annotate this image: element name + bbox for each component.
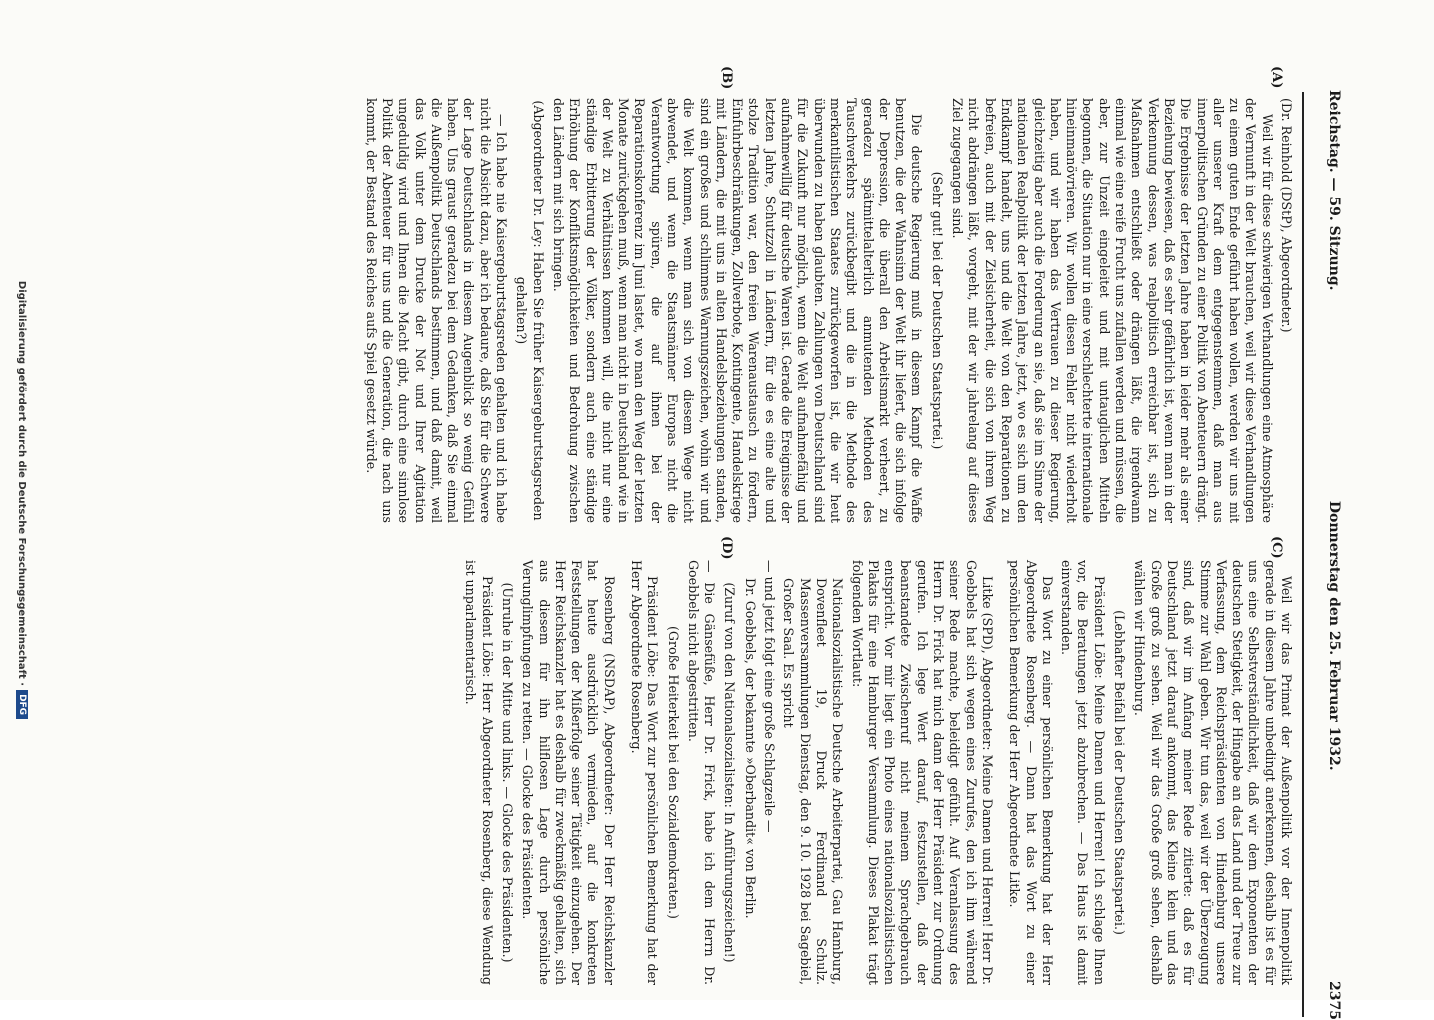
interjection: (Zuruf von den Nationalsozialisten: In Anführungszeichen!) xyxy=(722,582,738,963)
digitization-credit xyxy=(8,0,36,1000)
paragraph: Weil wir für diese schwierigen Verhandlungen eine Atmosphäre der Vernunft in der Welt brauchen, weil wir diese Verhandlungen zu einem guten Ende geführt haben wollen, werden wir uns mit aller unserer Kraft dem entgegenstemmen, daß man aus innerpolitischen Gründen zu einer Politik von Abenteuern drängt. Die Ergebnisse der letzten Jahre haben in leider mehr als einer Beziehung bewiesen, daß es sehr gefährlich ist, wenn man in der Verkennung dessen, was realpolitisch erreichbar ist, sich zu Maßnahmen entschließt oder drängen läßt, die irgendwann einmal wie eine reife Frucht uns zufallen werden und müssen, die aber, zur Unzeit eingeleitet und mit untauglichen Mitteln begonnen, die Situation nur in eine verschlechterte internationale hineinmanövrieren. Wir wollen diesen Fehler nicht wiederholt haben, und wir haben das Vertrauen zu dieser Regierung, gleichzeitig aber auch die Forderung an sie, daß sie im Sinne der nationalen Realpolitik der letzten Jahre, jetzt, wo es sich um den Endkampf handelt, uns und die Welt von den Reparationen zu befreien, auch mit der Zielsicherheit, die sich von ihrem Weg nicht abdrängen läßt, vorgeht, mit der wir jahrelang auf dieses Ziel zugegangen sind. xyxy=(950,98,1275,523)
interjection: (Abgeordneter Dr. Ley: Haben Sie früher Kaisergeburtstagsreden gehalten?) xyxy=(514,100,546,521)
page-header xyxy=(1314,90,1354,1020)
header-left: Reichstag. — 59. Sitzung. xyxy=(1326,90,1342,291)
interjection: (Lebhafter Beifall bei der Deutschen Staatspartei.) xyxy=(1112,610,1128,935)
margin-marker-c: (C) xyxy=(1269,536,1284,559)
quoted-text: Nationalsozialistische Deutsche Arbeiterpartei, Gau Hamburg, Dovenfleet 19, Druck Ferdinand Schulz. Massenversammlungen Dienstag, den 9. 10. 1928 bei Sagebiel, Großer Saal. Es spricht xyxy=(781,578,846,985)
header-rule xyxy=(1302,92,1304,1017)
interjection: (Große Heiterkeit bei den Sozialdemokraten.) xyxy=(665,626,681,919)
interjection: (Unruhe in der Mitte und links. — Glocke des Präsidenten.) xyxy=(499,582,515,963)
interjection: (Sehr gut! bei der Deutschen Staatspartei.) xyxy=(929,171,945,450)
paragraph: — Die Gänsefüße, Herr Dr. Frick, habe ich dem Herrn Dr. Goebbels nicht abgestritten. xyxy=(685,560,718,985)
paragraph: Weil wir das Primat der Außenpolitik vor der Innenpolitik gerade in diesem Jahre unbedingt anerkennen, deshalb ist es für uns eine Selbstverständlichkeit, daß wir dem Exponenten der deutschen Stetigkeit, der Hingabe an das Land und der Treue zur Verfassung, dem Reichspräsidenten von Hindenburg unsere Stimme zur Wahl geben. Wir tun das, weil wir der Überzeugung sind, daß wir im Anfang meiner Rede zitierte: daß es für Deutschland jetzt darauf ankommt, das Kleine klein und das Große groß zu sehen. Weil wir das Große groß sehen, deshalb wählen wir Hindenburg. xyxy=(1132,560,1294,985)
header-date: Donnerstag den 25. Februar 1932. xyxy=(1326,500,1342,771)
paragraph: — und jetzt folgt eine große Schlagzeile — xyxy=(762,560,778,833)
margin-marker-b: (B) xyxy=(719,66,734,90)
right-column xyxy=(459,560,1294,985)
dfg-logo: DFG xyxy=(16,690,28,719)
page-number: 2375 xyxy=(1326,981,1342,1020)
paragraph: Präsident Löbe: Meine Damen und Herren! Ich schlage Ihnen vor, die Beratungen jetzt abzubrechen. — Das Haus ist damit einverstanden. xyxy=(1059,560,1107,985)
paragraph: Präsident Löbe: Herr Abgeordneter Rosenberg, diese Wendung ist unparlamentarisch. xyxy=(463,560,495,985)
paragraph: — Ich habe nie Kaisergeburtstagsreden gehalten und ich habe nicht die Absicht dazu, aber ich bedaure, daß Sie für die Schwere der Lage Deutschlands in diesem Augenblick so wenig Gefühl haben. Uns graust geradezu bei dem Gedanken, daß Sie einmal die Außenpolitik Deutschlands bestimmen, und daß damit, weil das Volk unter dem Drucke der Not und Ihrer Agitation ungeduldig wird und Ihnen die Macht gibt, durch eine sinnlose Politik der Abenteuer für uns und die Generation, die nach uns kommt, der Bestand des Reiches aufs Spiel gesetzt würde. xyxy=(363,98,510,523)
paragraph: (Dr. Reinhold (DStP), Abgeordneter.) xyxy=(1279,98,1294,333)
paragraph-gap xyxy=(617,560,625,985)
paragraph: Die deutsche Regierung muß in diesem Kampf die Waffe benutzen, die der Wahnsinn der Welt ihr liefert, die sich infolge der Depression, die überall den Arbeitsmarkt verheert, zu geradezu spätmittelalterlich anmutenden Methoden des Tauschverkehrs zurückbegibt und die in die Methode des merkantilistischen Staates zurückgeworfen ist, die wir heut überwunden zu haben glaubten. Zahlungen von Deutschland sind für die Zukunft nur möglich, wenn die Welt aufnahmefähig und aufnahmewillig für deutsche Waren ist. Gerade die Ereignisse der letzten Jahre, Schutzzoll in Ländern, für die es eine alte und stolze Tradition war, den freien Warenaustausch zu fördern, Einfuhrbeschränkungen, Zollverbote, Kontingente, Handelskriege mit Ländern, die mit uns in alten Handelsbeziehungen standen, sind ein großes und schlimmes Warnungszeichen, wohin wir und die Welt kommen, wenn man sich von diesem Wege nicht abwendet, und wenn die Staatsmänner Europas nicht die Verantwortung spüren, die auf ihnen bei der Reparationskonferenz im Juni lastet, wo man den Weg der letzten Monate zurückgehen muß, wenn man nicht in Deutschland wie in der Welt zu Verhältnissen kommen will, die nicht nur eine ständige Erbitterung der Völker, sondern auch eine ständige Erhöhung der Konfliktsmöglichkeiten und Bedrohung zwischen den Ländern mit sich bringen. xyxy=(550,98,925,523)
paragraph-gap xyxy=(995,560,1003,985)
paragraph: Das Wort zu einer persönlichen Bemerkung hat der Herr Abgeordnete Rosenberg. — Dann hat das Wort zu einer persönlichen Bemerkung der Herr Abgeordnete Litke. xyxy=(1007,560,1055,985)
paragraph: Präsident Löbe: Das Wort zur persönlichen Bemerkung hat der Herr Abgeordnete Rosenberg. xyxy=(629,560,661,985)
paragraph: Rosenberg (NSDAP), Abgeordneter: Der Herr Reichskanzler hat heute ausdrücklich vermieden, auf die konkreten Feststellungen der Mißerfolge seiner Tätigkeit einzugehen. Der Herr Reichskanzler hat es deshalb für zweckmäßig gehalten, sich aus diesem für ihn hilflosen Lage durch persönliche Verunglimpfungen zu retten. — Glocke des Präsidenten. xyxy=(520,560,617,985)
credit-text: Digitalisierung gefördert durch die Deutsche Forschungsgemeinschaft · xyxy=(16,280,28,687)
left-column xyxy=(359,98,1294,523)
quoted-text: Dr. Goebbels, der bekannte »Oberbandit« von Berlin. xyxy=(742,578,758,919)
paragraph: Litke (SPD), Abgeordneter: Meine Damen und Herren! Herr Dr. Goebbels hat sich wegen eines Zurufes, den ich ihm während seiner Rede machte, beleidigt gefühlt. Auf Veranlassung des Herrn Dr. Frick hat mich dann der Herr Präsident zur Ordnung gerufen. Ich lege Wert darauf, festzustellen, daß der beanstandete Zwischenruf nicht meinem Sprachgebrauch entspricht. Vor mir liegt ein Photo eines nationalsozialistischen Plakats für eine Hamburger Versammlung. Dieses Plakat trägt folgenden Wortlaut: xyxy=(849,560,995,985)
margin-marker-d: (D) xyxy=(719,536,734,560)
margin-marker-a: (A) xyxy=(1269,66,1284,89)
